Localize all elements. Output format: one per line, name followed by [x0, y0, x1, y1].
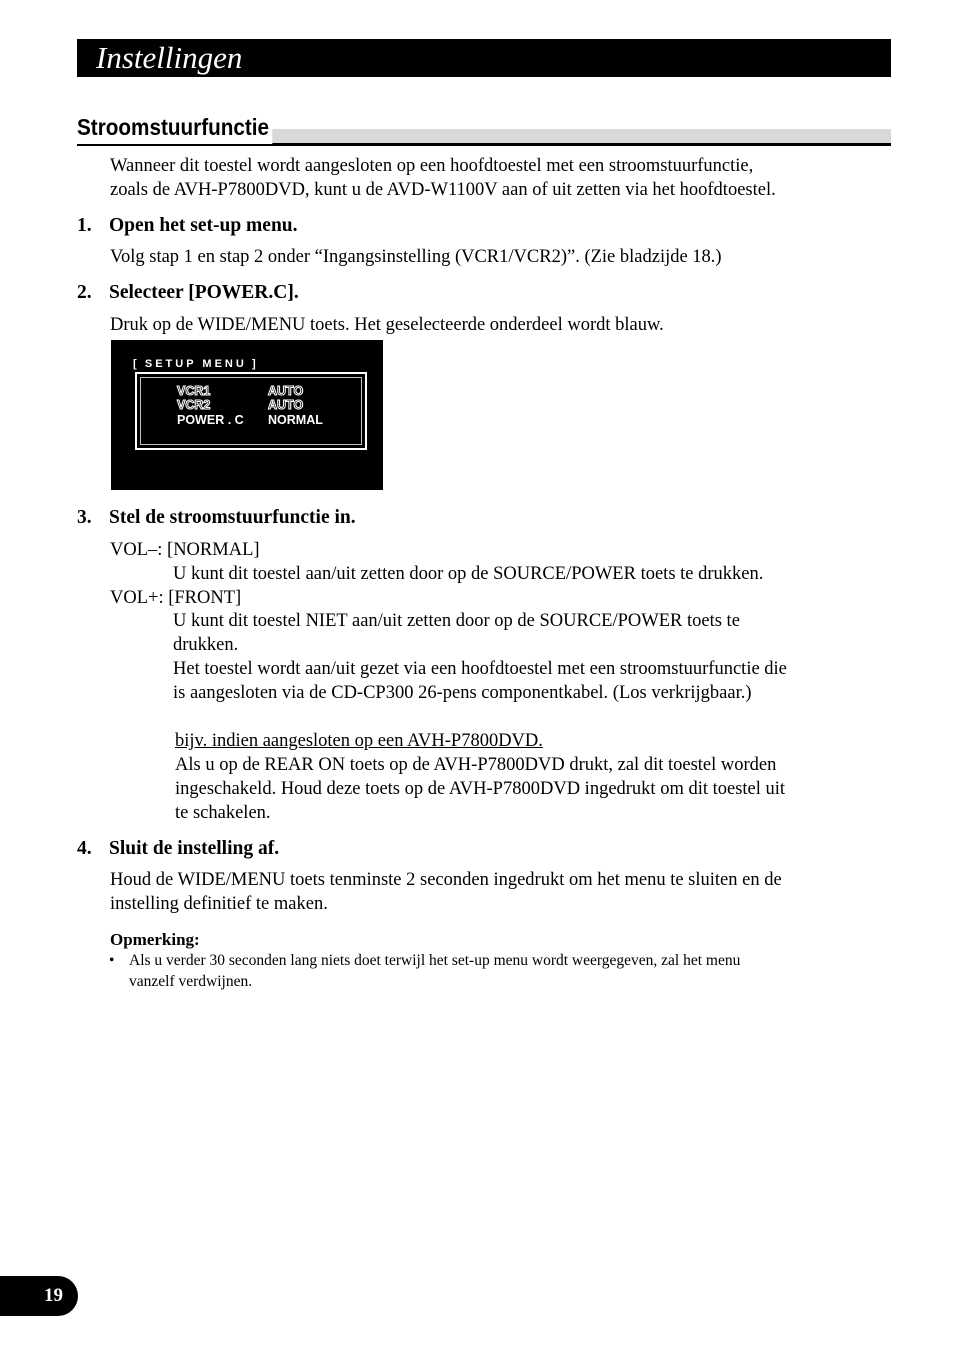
step-1-title: Open het set-up menu.: [109, 215, 298, 236]
note-line-1: Als u verder 30 seconden lang niets doet terwijl het set-up menu wordt weergegeven, zal het menu: [129, 952, 741, 969]
vol-plus-desc-3: Het toestel wordt aan/uit gezet via een hoofdtoestel met een stroomstuurfunctie die: [173, 659, 787, 679]
setup-menu-label-text: SETUP MENU: [144, 358, 247, 370]
menu-row-power-value: NORMAL: [268, 413, 323, 427]
vol-minus-key: VOL–: [NORMAL]: [110, 540, 260, 560]
section-title: Stroomstuurfunctie: [77, 110, 273, 144]
note-title: Opmerking:: [110, 930, 200, 949]
step-2-body: Druk op de WIDE/MENU toets. Het geselecteerde onderdeel wordt blauw.: [110, 315, 664, 335]
setup-menu-frame: [135, 372, 367, 450]
intro-line-1: Wanneer dit toestel wordt aangesloten op een hoofdtoestel met een stroomstuurfunctie,: [110, 156, 754, 176]
step-3-title: Stel de stroomstuurfunctie in.: [109, 507, 356, 528]
step-2-heading: [77, 281, 299, 305]
menu-row-vcr2-name: VCR2: [177, 398, 211, 412]
example-line-2: ingeschakeld. Houd deze toets op de AVH-P7800DVD ingedrukt om dit toestel uit: [175, 779, 786, 799]
label-bracket-right: ]: [252, 358, 259, 370]
example-line-1: Als u op de REAR ON toets op de AVH-P7800DVD drukt, zal dit toestel worden: [175, 755, 777, 775]
setup-menu-label: [133, 357, 259, 371]
chapter-banner: [77, 39, 891, 77]
menu-row-vcr2-value: AUTO: [268, 398, 304, 412]
vol-minus-desc: U kunt dit toestel aan/uit zetten door op de SOURCE/POWER toets te drukken.: [173, 564, 764, 584]
step-4-heading: [77, 837, 279, 861]
step-4-body-1: Houd de WIDE/MENU toets tenminste 2 seconden ingedrukt om het menu te sluiten en de: [110, 870, 782, 890]
step-1-number: 1.: [77, 215, 92, 236]
note-bullet: •: [109, 952, 115, 969]
chapter-title: Instellingen: [96, 40, 243, 75]
menu-row-vcr1-value: AUTO: [268, 384, 304, 398]
label-bracket-left: [: [133, 358, 140, 370]
menu-row-power-name: POWER . C: [177, 413, 244, 427]
menu-row-vcr1-name: VCR1: [177, 384, 211, 398]
example-line-3: te schakelen.: [175, 803, 271, 823]
vol-plus-key: VOL+: [FRONT]: [110, 588, 242, 608]
example-title: bijv. indien aangesloten op een AVH-P7800DVD.: [175, 731, 543, 751]
step-4-body-2: instelling definitief te maken.: [110, 894, 328, 914]
vol-plus-desc-2: drukken.: [173, 635, 239, 655]
step-3-number: 3.: [77, 507, 92, 528]
page-number-badge: [0, 1276, 78, 1316]
section-heading: [77, 110, 891, 148]
step-2-title: Selecteer [POWER.C].: [109, 282, 299, 303]
intro-line-2: zoals de AVH-P7800DVD, kunt u de AVD-W1100V aan of uit zetten via het hoofdtoestel.: [110, 180, 776, 200]
note-line-2: vanzelf verdwijnen.: [129, 973, 253, 990]
page-number: 19: [44, 1285, 63, 1306]
vol-plus-desc-4: is aangesloten via de CD-CP300 26-pens componentkabel. (Los verkrijgbaar.): [173, 683, 752, 703]
step-1-heading: [77, 214, 298, 238]
step-4-number: 4.: [77, 838, 92, 859]
step-4-title: Sluit de instelling af.: [109, 838, 280, 859]
step-3-heading: [77, 506, 356, 530]
step-1-body: Volg stap 1 en stap 2 onder “Ingangsinstelling (VCR1/VCR2)”. (Zie bladzijde 18.): [110, 247, 722, 267]
step-2-number: 2.: [77, 282, 92, 303]
vol-plus-desc-1: U kunt dit toestel NIET aan/uit zetten door op de SOURCE/POWER toets te: [173, 611, 740, 631]
setup-menu-screen: [111, 340, 383, 490]
